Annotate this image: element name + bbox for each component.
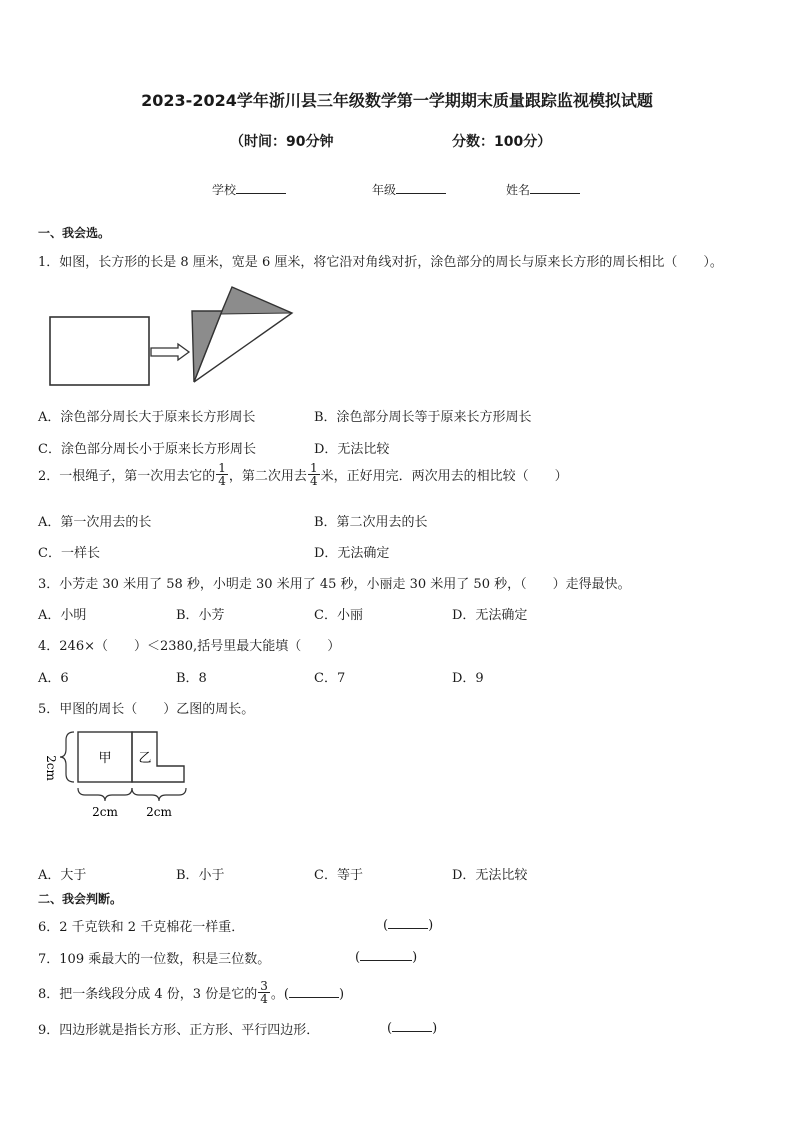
- height-brace: [60, 732, 74, 782]
- page-title: 2023-2024学年浙川县三年级数学第一学期期末质量跟踪监视模拟试题: [141, 91, 653, 110]
- question-3-option-d[interactable]: D．无法确定: [452, 608, 528, 623]
- question-1-option-b[interactable]: B．涂色部分周长等于原来长方形周长: [314, 410, 532, 425]
- section-1-title: 一、我会选。: [38, 226, 111, 240]
- label-jia: 甲: [98, 751, 112, 766]
- school-field: [212, 181, 286, 198]
- question-7-text: 7．109 乘最大的一位数，积是三位数。: [38, 952, 271, 967]
- grade-label: 年级: [372, 183, 397, 197]
- question-2-option-a[interactable]: A．第一次用去的长: [38, 515, 152, 530]
- question-4-option-d[interactable]: D．9: [452, 671, 484, 686]
- question-8-text-b: 。: [270, 987, 284, 1002]
- answer-blank[interactable]: [360, 948, 412, 961]
- question-9-answer[interactable]: [387, 1019, 437, 1036]
- question-1-option-c[interactable]: C．涂色部分周长小于原来长方形周长: [38, 442, 256, 457]
- fraction-denominator: 4: [218, 474, 226, 488]
- fraction-denominator: 4: [260, 992, 268, 1006]
- school-label: 学校: [212, 183, 237, 197]
- arrow-right-icon: [151, 344, 189, 360]
- fold-rectangle-figure: [40, 280, 310, 392]
- question-8-answer[interactable]: [284, 987, 344, 1002]
- question-1-option-a[interactable]: A．涂色部分周长大于原来长方形周长: [38, 410, 256, 425]
- question-2-text: [38, 461, 568, 489]
- width-brace-1: [78, 788, 132, 801]
- paren-close: ): [428, 918, 434, 933]
- answer-blank[interactable]: [388, 916, 428, 929]
- name-field: [506, 181, 580, 198]
- question-4-option-c[interactable]: C．7: [314, 671, 346, 686]
- width-label-1: 2cm: [92, 805, 118, 819]
- section-2-title: 二、我会判断。: [38, 892, 123, 906]
- grade-field: [372, 181, 446, 198]
- fraction-numerator: 3: [260, 979, 268, 993]
- question-4-option-a[interactable]: A．6: [38, 671, 69, 686]
- paren-close: ): [338, 987, 345, 1002]
- paren-close: ): [432, 1021, 438, 1036]
- question-6-answer[interactable]: [383, 916, 433, 933]
- paren-open: (: [387, 1021, 393, 1036]
- question-5-option-d[interactable]: D．无法比较: [452, 868, 528, 883]
- paren-open: (: [283, 987, 289, 1002]
- fraction-numerator: 1: [309, 461, 318, 475]
- question-7-answer[interactable]: [355, 948, 417, 965]
- width-brace-2: [132, 788, 186, 801]
- question-5-option-b[interactable]: B．小于: [176, 868, 225, 883]
- paren-close: ): [412, 950, 418, 965]
- question-2-option-c[interactable]: C．一样长: [38, 546, 100, 561]
- paren-open: (: [355, 950, 361, 965]
- question-2-text-b: ，第二次用去: [228, 469, 307, 484]
- folded-shape: [192, 287, 292, 382]
- question-3-option-a[interactable]: A．小明: [38, 608, 87, 623]
- paren-open: (: [383, 918, 389, 933]
- answer-blank[interactable]: [392, 1019, 432, 1032]
- question-5-option-a[interactable]: A．大于: [38, 868, 87, 883]
- grade-blank[interactable]: [396, 181, 446, 194]
- question-1-text: 1．如图，长方形的长是 8 厘米，宽是 6 厘米，将它沿对角线对折，涂色部分的周长与原来长方形的周长相比（ ）。: [38, 255, 723, 270]
- answer-blank[interactable]: [289, 985, 339, 998]
- question-2-option-b[interactable]: B．第二次用去的长: [314, 515, 428, 530]
- question-4-option-b[interactable]: B．8: [176, 671, 207, 686]
- question-2-option-d[interactable]: D．无法确定: [314, 546, 390, 561]
- question-5-option-c[interactable]: C．等于: [314, 868, 363, 883]
- question-3-text: 3．小芳走 30 米用了 58 秒，小明走 30 米用了 45 秒，小丽走 30 米用了 50 秒，（ ）走得最快。: [38, 577, 631, 592]
- question-3-option-b[interactable]: B．小芳: [176, 608, 225, 623]
- question-8-text-a: 8．把一条线段分成 4 份，3 份是它的: [38, 987, 258, 1002]
- question-9-text: 9．四边形就是指长方形、正方形、平行四边形．: [38, 1023, 320, 1038]
- question-3-option-c[interactable]: C．小丽: [314, 608, 363, 623]
- question-2-text-a: 2．一根绳子，第一次用去它的: [38, 469, 216, 484]
- fraction-three-quarters: [258, 980, 270, 1005]
- question-4-text: 4．246×（ ）＜2380,括号里最大能填（ ）: [38, 639, 341, 654]
- name-blank[interactable]: [530, 181, 580, 194]
- question-1-option-d[interactable]: D．无法比较: [314, 442, 390, 457]
- time-label: （时间：90分钟: [230, 134, 334, 150]
- fraction-one-quarter-2: [308, 462, 320, 487]
- label-yi: 乙: [138, 751, 152, 766]
- question-2-text-c: 米，正好用完．两次用去的相比较（ ）: [320, 469, 568, 484]
- perimeter-comparison-figure: [38, 724, 198, 824]
- score-label: 分数：100分）: [452, 134, 552, 150]
- original-rectangle: [50, 317, 149, 385]
- fraction-numerator: 1: [218, 461, 226, 475]
- school-blank[interactable]: [236, 181, 286, 194]
- height-label: 2cm: [44, 755, 58, 781]
- question-8-text: [38, 979, 345, 1007]
- fraction-one-quarter-1: [216, 462, 228, 487]
- fraction-denominator: 4: [309, 474, 318, 488]
- question-5-text: 5．甲图的周长（ ）乙图的周长。: [38, 702, 255, 717]
- question-6-text: 6．2 千克铁和 2 千克棉花一样重．: [38, 920, 245, 935]
- width-label-2: 2cm: [146, 805, 172, 819]
- name-label: 姓名: [506, 183, 531, 197]
